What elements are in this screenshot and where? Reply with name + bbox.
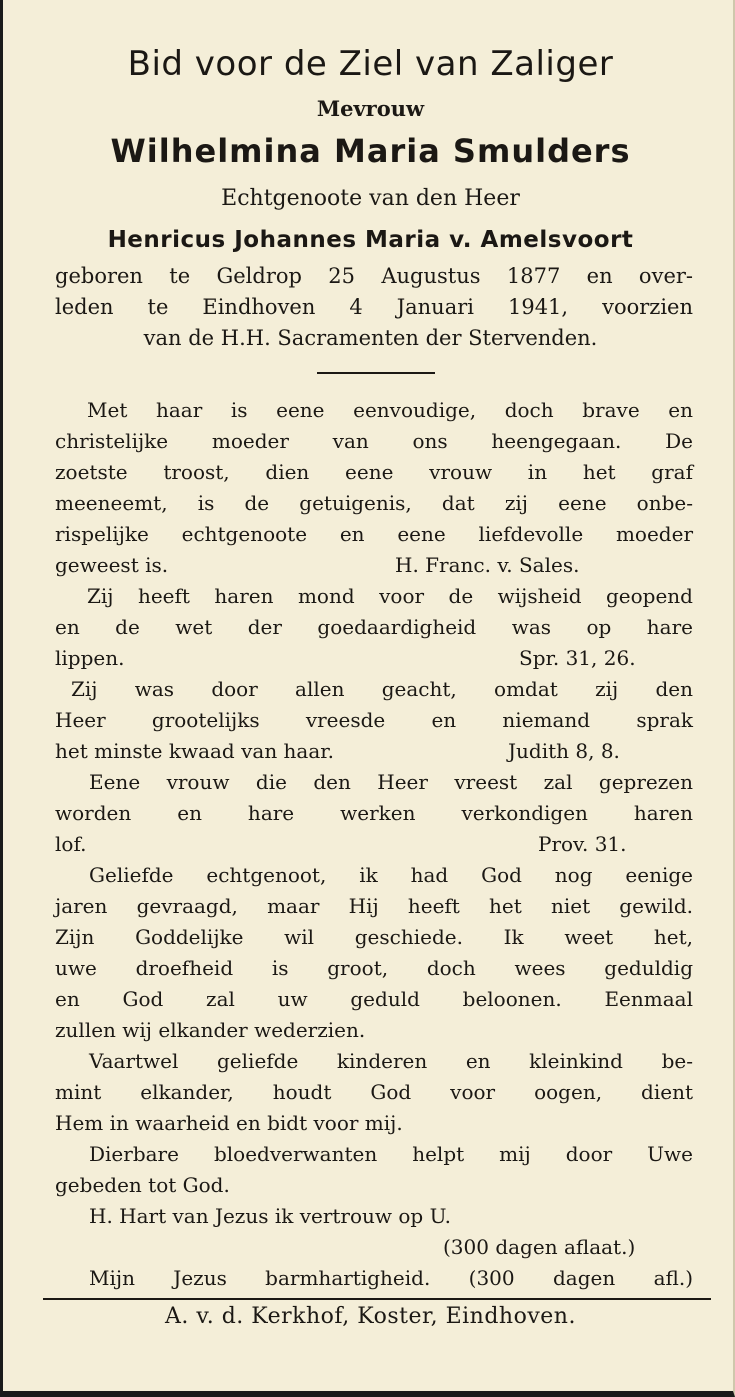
text-line: Met haar is eene eenvoudige, doch brave en (87, 398, 693, 422)
spouse-name: Henricus Johannes Maria v. Amelsvoort (107, 227, 634, 253)
spouse-intro: Echtgenoote van den Heer (221, 186, 520, 211)
printer-credit: A. v. d. Kerkhof, Koster, Eindhoven. (165, 1304, 576, 1329)
indulgence-note: (300 dagen aflaat.) (443, 1235, 636, 1259)
text-line: Zij was door allen geacht, omdat zij den (71, 677, 693, 701)
honorific: Mevrouw (316, 96, 425, 121)
deceased-name: Wilhelmina Maria Smulders (110, 132, 631, 170)
text-line: meeneemt, is de getuigenis, dat zij eene onbe- (55, 491, 693, 515)
text-line: Vaartwel geliefde kinderen en kleinkind be- (89, 1049, 693, 1073)
text-line: lof. (55, 832, 87, 856)
text-line: Geliefde echtgenoot, ik had God nog eenige (89, 863, 693, 887)
divider-short (317, 372, 435, 374)
prayer-line: H. Hart van Jezus ik vertrouw op U. (89, 1204, 451, 1228)
text-line: Zij heeft haren mond voor de wijsheid geopend (87, 584, 693, 608)
text-line: uwe droefheid is groot, doch wees geduldig (55, 956, 693, 980)
prayer-line: Mijn Jezus barmhartigheid. (300 dagen afl.) (89, 1266, 693, 1290)
text-line: Dierbare bloedverwanten helpt mij door Uwe (89, 1142, 693, 1166)
text-line: Zijn Goddelijke wil geschiede. Ik weet het, (55, 925, 693, 949)
text-line: het minste kwaad van haar. (55, 739, 335, 763)
bio-line: van de H.H. Sacramenten der Stervenden. (143, 326, 598, 350)
text-line: rispelijke echtgenoote en eene liefdevolle moeder (55, 522, 693, 546)
text-line: lippen. (55, 646, 125, 670)
text-line: gebeden tot God. (55, 1173, 230, 1197)
bio-line: geboren te Geldrop 25 Augustus 1877 en over- (55, 264, 693, 288)
citation: Judith 8, 8. (508, 739, 620, 763)
text-line: geweest is. (55, 553, 169, 577)
text-line: Eene vrouw die den Heer vreest zal geprezen (89, 770, 693, 794)
text-line: worden en hare werken verkondigen haren (55, 801, 693, 825)
text-line: mint elkander, houdt God voor oogen, dient (55, 1080, 693, 1104)
text-line: zullen wij elkander wederzien. (55, 1018, 366, 1042)
divider-long (43, 1298, 711, 1300)
text-line: en God zal uw geduld beloonen. Eenmaal (55, 987, 693, 1011)
text-line: Heer grootelijks vreesde en niemand sprak (55, 708, 693, 732)
bio-line: leden te Eindhoven 4 Januari 1941, voorzien (55, 295, 693, 319)
text-line: zoetste troost, dien eene vrouw in het graf (55, 460, 693, 484)
citation: Spr. 31, 26. (519, 646, 636, 670)
text-line: jaren gevraagd, maar Hij heeft het niet gewild. (55, 894, 693, 918)
citation: H. Franc. v. Sales. (395, 553, 580, 577)
text-line: christelijke moeder van ons heengegaan. De (55, 429, 693, 453)
citation: Prov. 31. (538, 832, 627, 856)
text-line: Hem in waarheid en bidt voor mij. (55, 1111, 403, 1135)
text-line: en de wet der goedaardigheid was op hare (55, 615, 693, 639)
card-title: Bid voor de Ziel van Zaliger (127, 44, 614, 84)
